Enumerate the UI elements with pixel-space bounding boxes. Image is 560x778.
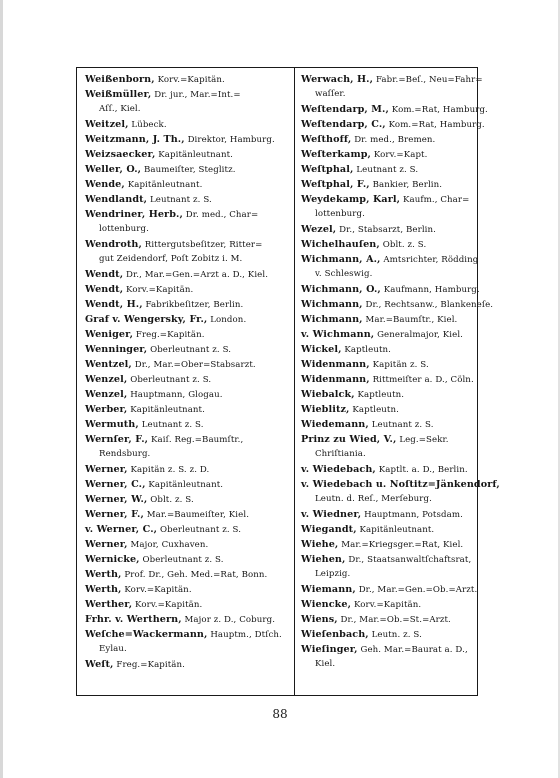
directory-entry [301, 627, 473, 642]
entry-first-line [301, 72, 483, 87]
entry-first-line [301, 132, 473, 147]
entry-first-line [85, 342, 290, 357]
directory-entry [85, 282, 290, 297]
entry-first-line [301, 522, 473, 537]
entry-detail: Kaufm., Char= [402, 195, 470, 205]
entry-first-line [301, 237, 473, 252]
entry-continuation: Chriſtiania. [315, 449, 366, 459]
entry-first-line [85, 507, 290, 522]
entry-name: v. Wiedebach u. Noſtitz=Jänkendorf, [301, 479, 500, 490]
entry-first-line [301, 402, 473, 417]
entry-name: Wernſer, F., [85, 434, 149, 445]
directory-entry [85, 537, 290, 552]
directory-entry [85, 462, 290, 477]
entry-first-line [301, 432, 473, 447]
entry-first-line [85, 417, 290, 432]
directory-entry [85, 327, 290, 342]
entry-continuation: Leutn. d. Reſ., Merſeburg. [315, 494, 432, 504]
directory-entry [85, 87, 290, 117]
directory-entry [85, 387, 290, 402]
entry-first-line [301, 507, 473, 522]
entry-name: Wiedemann, [301, 419, 369, 430]
entry-name: Werner, C., [85, 479, 146, 490]
entry-detail: Major z. D., Coburg. [184, 615, 276, 625]
page-edge-shadow-left [0, 0, 3, 778]
entry-detail: Freg.=Kapitän. [116, 660, 186, 670]
directory-entry [85, 132, 290, 147]
entry-name: Weſtphal, [301, 164, 354, 175]
directory-entry [301, 402, 473, 417]
entry-name: Wiens, [301, 614, 338, 625]
entry-detail: Kom.=Rat, Hamburg. [391, 105, 488, 115]
entry-first-line [85, 237, 290, 252]
entry-name: Werner, [85, 539, 128, 550]
directory-entry [301, 582, 478, 597]
page-number: 88 [272, 707, 288, 721]
entry-detail: Dr., Staatsanwaltſchaftsrat, [348, 555, 472, 565]
entry-name: Prinz zu Wied, V., [301, 434, 397, 445]
entry-name: Wieſinger, [301, 644, 358, 655]
entry-name: Weißmüller, [85, 89, 152, 100]
entry-first-line [301, 462, 473, 477]
entry-detail: Dr. jur., Mar.=Int.= [154, 90, 241, 100]
directory-entry [85, 357, 290, 372]
entry-name: Wentzel, [85, 359, 132, 370]
directory-entry [85, 432, 290, 462]
directory-entry [301, 507, 473, 522]
entry-name: Weißenborn, [85, 74, 155, 85]
entry-detail: Kapitänleutnant. [130, 405, 205, 415]
entry-detail: Leutnant z. S. [356, 165, 419, 175]
entry-first-line [85, 462, 290, 477]
entry-first-line [85, 597, 290, 612]
entry-first-line [301, 177, 473, 192]
entry-name: Weſtendarp, M., [301, 104, 389, 115]
entry-name: Werwach, H., [301, 74, 374, 85]
directory-entry [301, 252, 479, 282]
directory-entry [301, 522, 473, 537]
directory-entry [85, 507, 290, 522]
entry-detail: Oblt. z. S. [150, 495, 194, 505]
entry-first-line [301, 342, 473, 357]
entry-name: Wichmann, O., [301, 284, 381, 295]
directory-entry [85, 597, 290, 612]
right-column [301, 72, 500, 672]
entry-detail: Amtsrichter, Rödding [383, 255, 479, 265]
entry-name: Weniger, [85, 329, 134, 340]
entry-continuation: lottenburg. [315, 209, 365, 219]
entry-detail: Oberleutnant z. S. [150, 345, 232, 355]
entry-detail: Korv.=Kapitän. [126, 285, 194, 295]
entry-name: Weydekamp, Karl, [301, 194, 401, 205]
entry-name: Wieblitz, [301, 404, 350, 415]
directory-entry [85, 297, 290, 312]
directory-entry [85, 72, 290, 87]
entry-name: Wiencke, [301, 599, 352, 610]
entry-first-line [301, 537, 473, 552]
entry-detail: Kaufmann, Hamburg. [383, 285, 480, 295]
entry-name: Wernicke, [85, 554, 140, 565]
entry-first-line [301, 387, 473, 402]
entry-detail: Bankier, Berlin. [372, 180, 443, 190]
directory-entry [301, 432, 473, 462]
directory-entry [85, 402, 290, 417]
entry-detail: Mar.=Baumſtr., Kiel. [365, 315, 458, 325]
directory-entry [85, 372, 290, 387]
entry-detail: Dr., Mar.=Ob.=St.=Arzt. [340, 615, 451, 625]
directory-entry [301, 642, 473, 672]
entry-detail: Hauptmann, Potsdam. [364, 510, 463, 520]
directory-entry [301, 537, 473, 552]
entry-first-line [301, 282, 480, 297]
entry-detail: Korv.=Kapitän. [353, 600, 422, 610]
entry-detail: Hauptm., Dtſch. [210, 630, 282, 640]
entry-detail: Geh. Mar.=Baurat a. D., [360, 645, 468, 655]
directory-entry [85, 312, 290, 327]
entry-name: Wende, [85, 179, 125, 190]
entry-name: Wiemann, [301, 584, 356, 595]
entry-detail: Kaptleutn. [352, 405, 399, 415]
entry-detail: Kapitänleutnant. [148, 480, 224, 490]
entry-name: Wendt, [85, 284, 124, 295]
entry-name: Widenmann, [301, 359, 370, 370]
entry-name: Wiehen, [301, 554, 346, 565]
directory-entry [301, 297, 494, 312]
entry-detail: Leutnant z. S. [371, 420, 434, 430]
entry-detail: Kom.=Rat, Hamburg. [388, 120, 485, 130]
entry-name: Wendriner, Herb., [85, 209, 183, 220]
entry-detail: Fabr.=Beſ., Neu=Fahr= [375, 75, 483, 85]
directory-entry [301, 147, 473, 162]
entry-continuation: Rendsburg. [99, 449, 151, 459]
entry-continuation: Kiel. [315, 659, 336, 669]
directory-entry [85, 177, 290, 192]
entry-first-line [301, 252, 479, 267]
entry-detail: Kapitän z. S. z. D. [130, 465, 210, 475]
entry-detail: Mar.=Baumeiſter, Kiel. [146, 510, 250, 520]
entry-detail: Korv.=Kapitän. [157, 75, 225, 85]
entry-first-line [85, 132, 290, 147]
entry-first-line [301, 312, 473, 327]
entry-detail: Leg.=Sekr. [399, 435, 449, 445]
entry-first-line [85, 657, 290, 672]
directory-entry [301, 282, 480, 297]
entry-name: Wenzel, [85, 389, 128, 400]
entry-detail: Fabrikbeſitzer, Berlin. [145, 300, 244, 310]
entry-name: Wichmann, [301, 299, 363, 310]
entry-first-line [301, 117, 485, 132]
entry-continuation: gut Zeidendorf, Poſt Zobitz i. M. [99, 254, 243, 264]
entry-first-line [85, 312, 290, 327]
entry-first-line [301, 192, 473, 207]
directory-entry [85, 267, 290, 282]
directory-entry [85, 567, 290, 582]
entry-name: Wendt, H., [85, 299, 143, 310]
entry-continuation: Aſſ., Kiel. [99, 104, 141, 114]
directory-entry [85, 162, 290, 177]
entry-detail: London. [210, 315, 247, 325]
directory-entry [301, 327, 473, 342]
entry-first-line [85, 162, 290, 177]
entry-detail: Korv.=Kapt. [373, 150, 428, 160]
directory-entry [301, 192, 473, 222]
directory-entry [301, 312, 473, 327]
entry-first-line [85, 267, 290, 282]
entry-name: Weitzel, [85, 119, 129, 130]
entry-name: Wieſenbach, [301, 629, 369, 640]
entry-first-line [301, 222, 473, 237]
entry-name: Wiegandt, [301, 524, 357, 535]
directory-entry [85, 522, 290, 537]
entry-name: Werner, W., [85, 494, 148, 505]
entry-first-line [301, 327, 473, 342]
directory-entry [301, 102, 488, 117]
entry-detail: Leutn. z. S. [371, 630, 422, 640]
entry-first-line [85, 627, 290, 642]
entry-first-line [85, 537, 290, 552]
entry-name: Wermuth, [85, 419, 139, 430]
entry-name: Weſterkamp, [301, 149, 371, 160]
entry-first-line [85, 282, 290, 297]
entry-continuation: waſſer. [315, 89, 346, 99]
entry-first-line [301, 417, 473, 432]
entry-detail: Kapitänleutnant. [127, 180, 203, 190]
entry-name: v. Wiedner, [301, 509, 362, 520]
entry-first-line [85, 387, 290, 402]
entry-detail: Prof. Dr., Geh. Med.=Rat, Bonn. [124, 570, 268, 580]
entry-detail: Dr. med., Bremen. [354, 135, 436, 145]
entry-name: Wendlandt, [85, 194, 148, 205]
entry-detail: Major, Cuxhaven. [130, 540, 209, 550]
entry-first-line [301, 612, 473, 627]
directory-entry [85, 657, 290, 672]
entry-detail: Kapitän z. S. [372, 360, 429, 370]
directory-entry [85, 342, 290, 357]
entry-name: Weſthoff, [301, 134, 352, 145]
directory-entry [301, 357, 473, 372]
entry-first-line [301, 627, 473, 642]
entry-name: Wiebalck, [301, 389, 355, 400]
entry-name: Wichmann, [301, 314, 363, 325]
entry-name: Werth, [85, 584, 122, 595]
directory-entry [85, 207, 290, 237]
entry-detail: Rittmeiſter a. D., Cöln. [372, 375, 474, 385]
entry-first-line [301, 552, 473, 567]
column-divider [294, 67, 295, 696]
entry-detail: Leutnant z. S. [149, 195, 212, 205]
entry-name: Weſtendarp, C., [301, 119, 386, 130]
entry-name: Wenzel, [85, 374, 128, 385]
directory-entry [301, 117, 485, 132]
directory-entry [301, 132, 473, 147]
directory-entry [301, 462, 473, 477]
entry-name: Wiehe, [301, 539, 339, 550]
entry-name: v. Wichmann, [301, 329, 375, 340]
entry-first-line [301, 597, 473, 612]
entry-name: Wichmann, A., [301, 254, 381, 265]
entry-detail: Oblt. z. S. [382, 240, 427, 250]
directory-entry [301, 387, 473, 402]
entry-name: Werner, F., [85, 509, 144, 520]
entry-name: Werner, [85, 464, 128, 475]
entry-detail: Mar.=Kriegsger.=Rat, Kiel. [341, 540, 464, 550]
entry-detail: Dr., Mar.=Gen.=Ob.=Arzt. [358, 585, 478, 595]
entry-first-line [85, 492, 290, 507]
entry-first-line [301, 642, 473, 657]
entry-name: v. Wiedebach, [301, 464, 376, 475]
entry-name: Graf v. Wengersky, Fr., [85, 314, 208, 325]
entry-name: Widenmann, [301, 374, 370, 385]
entry-name: Werber, [85, 404, 128, 415]
entry-detail: Dr. med., Char= [185, 210, 259, 220]
entry-first-line [301, 297, 494, 312]
entry-continuation: v. Schleswig. [315, 269, 373, 279]
entry-detail: Leutnant z. S. [141, 420, 204, 430]
entry-name: Frhr. v. Werthern, [85, 614, 182, 625]
entry-first-line [85, 477, 290, 492]
directory-entry [301, 597, 473, 612]
entry-detail: Oberleutnant z. S. [142, 555, 224, 565]
entry-name: Weizsaecker, [85, 149, 156, 160]
entry-first-line [85, 297, 290, 312]
entry-first-line [85, 552, 290, 567]
entry-first-line [85, 372, 290, 387]
entry-first-line [85, 567, 290, 582]
directory-entry [85, 582, 290, 597]
directory-entry [301, 552, 473, 582]
entry-continuation: Eylau. [99, 644, 127, 654]
entry-detail: Generalmajor, Kiel. [377, 330, 464, 340]
entry-detail: Kapitänleutnant. [158, 150, 233, 160]
entry-first-line [85, 72, 290, 87]
entry-name: Werth, [85, 569, 122, 580]
entry-detail: Korv.=Kapitän. [124, 585, 192, 595]
entry-detail: Lübeck. [131, 120, 167, 130]
directory-entry [85, 492, 290, 507]
entry-detail: Dr., Rechtsanw., Blankeneſe. [365, 300, 494, 310]
directory-entry [85, 552, 290, 567]
directory-entry [85, 237, 290, 267]
entry-detail: Korv.=Kapitän. [135, 600, 203, 610]
directory-entry [301, 222, 473, 237]
directory-entry [301, 477, 500, 507]
entry-first-line [301, 102, 488, 117]
entry-continuation: Leipzig. [315, 569, 351, 579]
directory-entry [301, 342, 473, 357]
entry-first-line [85, 522, 290, 537]
entry-first-line [301, 162, 473, 177]
entry-continuation: lottenburg. [99, 224, 149, 234]
entry-first-line [85, 117, 290, 132]
entry-first-line [85, 177, 290, 192]
entry-detail: Kaptleutn. [357, 390, 405, 400]
entry-first-line [301, 357, 473, 372]
directory-entry [85, 147, 290, 162]
directory-entry [301, 372, 473, 387]
entry-detail: Direktor, Hamburg. [187, 135, 275, 145]
directory-entry [301, 177, 473, 192]
entry-name: Werther, [85, 599, 133, 610]
entry-first-line [85, 327, 290, 342]
entry-name: Wichelhauſen, [301, 239, 380, 250]
directory-entry [85, 612, 290, 627]
entry-detail: Baumeiſter, Steglitz. [143, 165, 236, 175]
entry-detail: Kaptlt. a. D., Berlin. [378, 465, 468, 475]
entry-name: Wendt, [85, 269, 124, 280]
entry-first-line [85, 402, 290, 417]
left-column [85, 72, 290, 672]
directory-entry [301, 72, 483, 102]
entry-first-line [85, 87, 290, 102]
entry-detail: Kapitänleutnant. [359, 525, 435, 535]
entry-name: Wezel, [301, 224, 337, 235]
entry-first-line [301, 147, 473, 162]
entry-name: Weſtphal, F., [301, 179, 370, 190]
entry-name: v. Werner, C., [85, 524, 158, 535]
entry-first-line [301, 477, 500, 492]
directory-entry [85, 477, 290, 492]
entry-first-line [85, 147, 290, 162]
entry-name: Wenninger, [85, 344, 148, 355]
entry-detail: Kaptleutn. [344, 345, 391, 355]
entry-first-line [85, 612, 290, 627]
entry-name: Wendroth, [85, 239, 142, 250]
directory-entry [85, 117, 290, 132]
entry-detail: Dr., Mar.=Ober=Stabsarzt. [134, 360, 256, 370]
entry-detail: Kaiſ. Reg.=Baumſtr., [151, 435, 244, 445]
entry-name: Wickel, [301, 344, 342, 355]
entry-name: Weſche=Wackermann, [85, 629, 208, 640]
entry-first-line [85, 207, 290, 222]
entry-detail: Dr., Mar.=Gen.=Arzt a. D., Kiel. [126, 270, 269, 280]
directory-entry [301, 417, 473, 432]
entry-detail: Oberleutnant z. S. [159, 525, 242, 535]
entry-detail: Hauptmann, Glogau. [130, 390, 223, 400]
entry-detail: Oberleutnant z. S. [130, 375, 212, 385]
entry-name: Weſt, [85, 659, 114, 670]
directory-entry [85, 627, 290, 657]
directory-entry [301, 162, 473, 177]
entry-first-line [85, 432, 290, 447]
directory-entry [301, 612, 473, 627]
directory-entry [85, 417, 290, 432]
entry-first-line [85, 582, 290, 597]
entry-name: Weitzmann, J. Th., [85, 134, 185, 145]
directory-entry [301, 237, 473, 252]
directory-entry [85, 192, 290, 207]
entry-detail: Dr., Stabsarzt, Berlin. [339, 225, 436, 235]
entry-detail: Freg.=Kapitän. [135, 330, 205, 340]
entry-detail: Rittergutsbeſitzer, Ritter= [144, 240, 263, 250]
entry-first-line [85, 192, 290, 207]
entry-first-line [85, 357, 290, 372]
entry-first-line [301, 372, 473, 387]
entry-name: Weller, O., [85, 164, 142, 175]
entry-first-line [301, 582, 478, 597]
